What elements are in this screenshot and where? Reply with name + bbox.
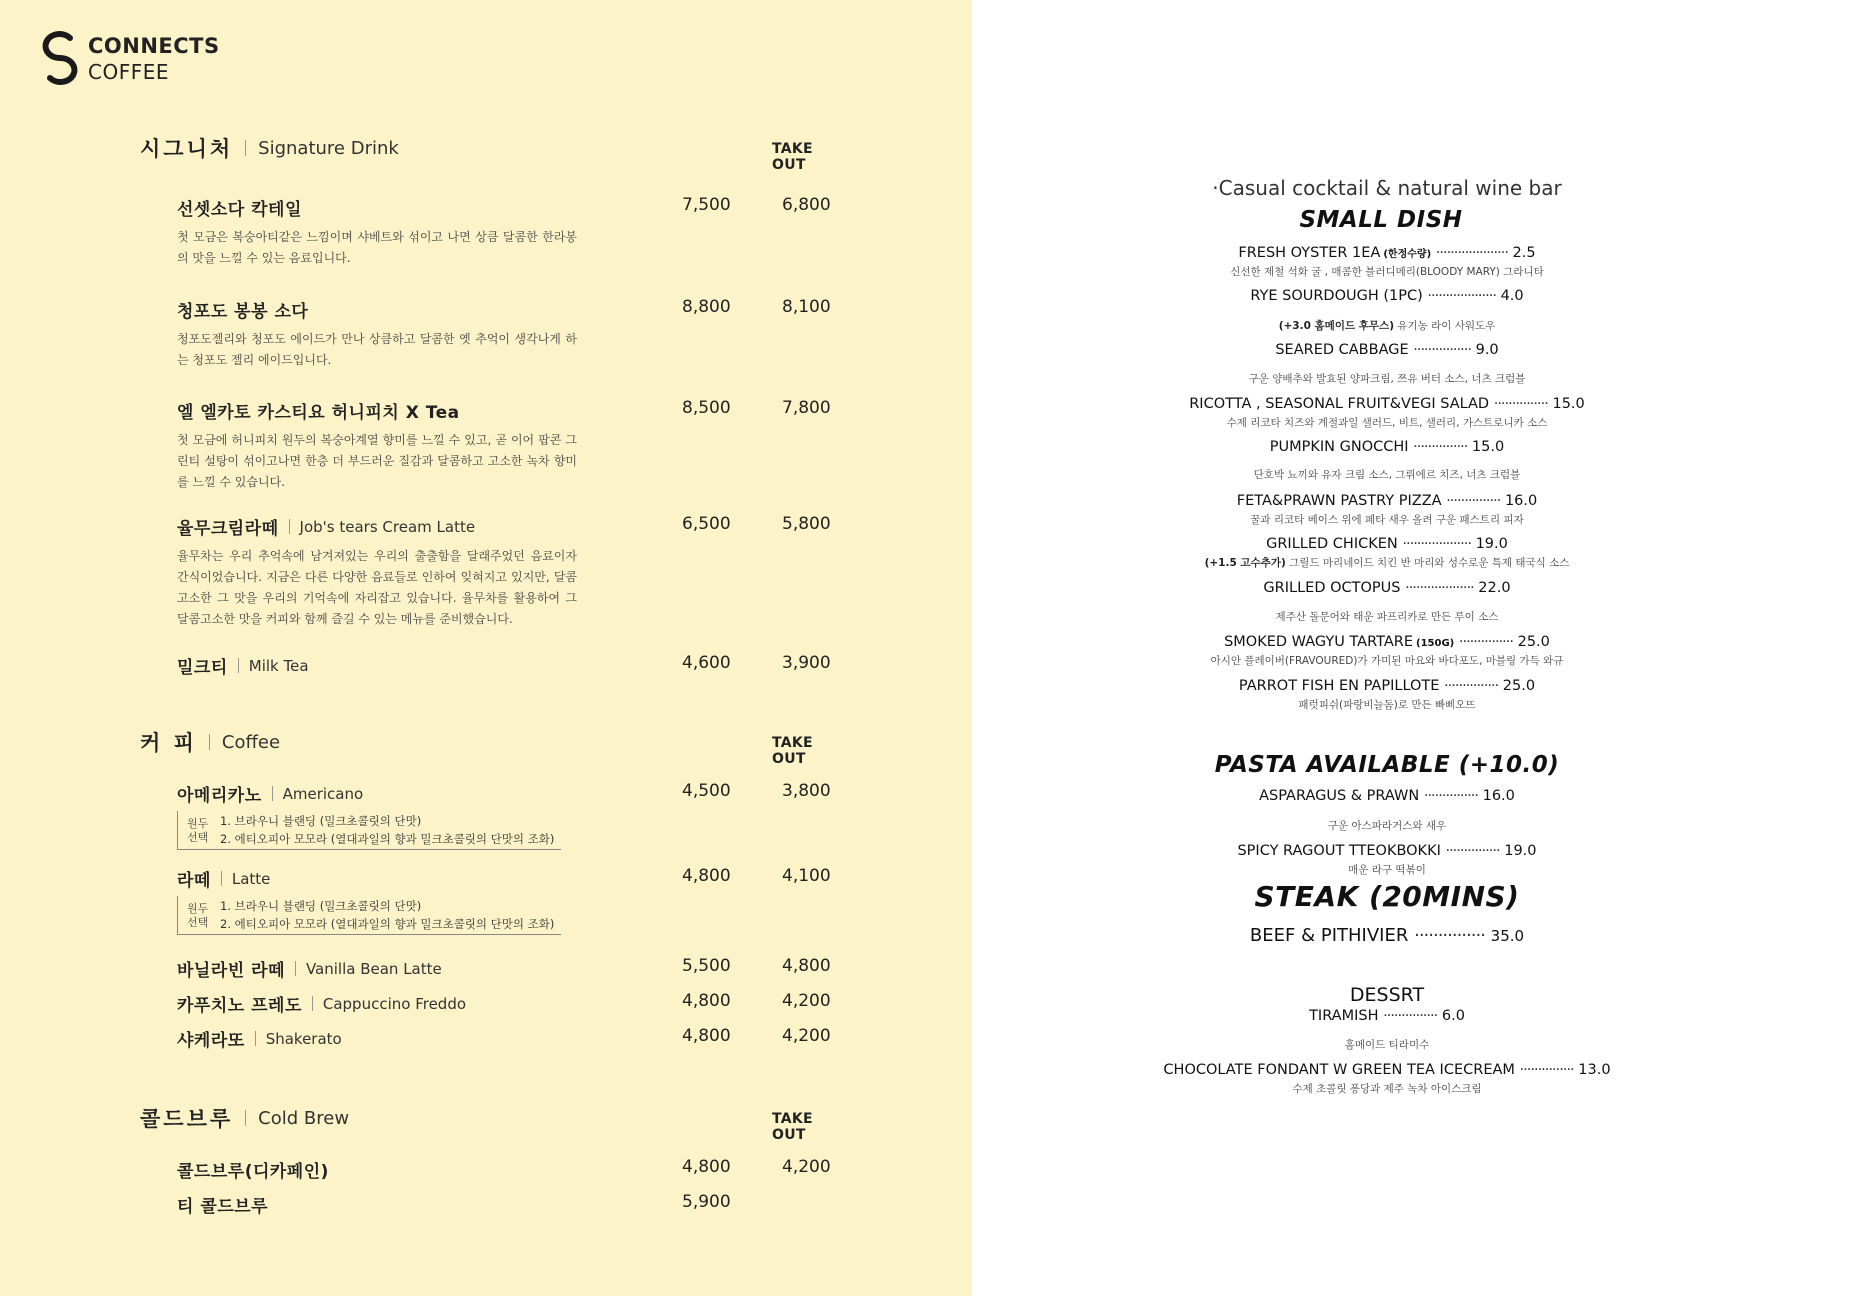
item-name: FETA&PRAWN PASTRY PIZZA — [1236, 493, 1442, 509]
item-name — [177, 1026, 342, 1051]
item-name-ko: 바닐라빈 라떼 — [177, 961, 285, 981]
dot-leader: ··············· — [1383, 1008, 1438, 1024]
bean-options — [220, 897, 554, 933]
item-name-ko: 라떼 — [177, 871, 211, 891]
bar-menu-item — [944, 536, 1830, 552]
bar-item-description — [944, 555, 1830, 570]
item-name: SEARED CABBAGE — [1275, 342, 1409, 358]
item-price: 25.0 — [1517, 634, 1550, 650]
bar-menu-item — [944, 493, 1830, 509]
bar-item-description — [944, 512, 1830, 527]
item-name: 티 콜드브루 — [177, 1197, 269, 1217]
item-sub: 수제 초콜릿 퐁당과 제주 녹차 아이스크림 — [1292, 1083, 1482, 1095]
item-price: 4,800 — [682, 866, 731, 886]
bar-item-description — [944, 1037, 1830, 1052]
item-name: FRESH OYSTER 1EA — [1238, 245, 1381, 261]
item-name: CHOCOLATE FONDANT W GREEN TEA ICECREAM — [1163, 1062, 1515, 1078]
item-takeout-price: 4,200 — [782, 1157, 831, 1177]
item-price: 4,800 — [682, 1157, 731, 1177]
item-takeout-price: 6,800 — [782, 195, 831, 215]
item-price: 8,500 — [682, 398, 731, 418]
item-sub: 신선한 제철 석화 굴 , 매콤한 블러디메리(BLOODY MARY) 그라니타 — [1230, 266, 1544, 278]
dot-leader: ··············· — [1413, 439, 1468, 455]
item-description: 청포도젤리와 청포도 에이드가 만나 상큼하고 달콤한 옛 추억이 생각나게 하는 청포도 젤리 에이드입니다. — [177, 332, 577, 367]
item-price: 4,500 — [682, 781, 731, 801]
item-addon: (+3.0 홈메이드 후무스) — [1278, 320, 1394, 332]
item-name: GRILLED CHICKEN — [1266, 536, 1398, 552]
bar-item-description — [944, 609, 1830, 624]
item-name-ko: 아메리카노 — [177, 786, 262, 806]
bar-menu-item — [944, 342, 1830, 358]
item-sub: 매운 라구 떡볶이 — [1348, 864, 1426, 876]
bar-menu-item — [944, 843, 1830, 859]
bar-item-description — [944, 818, 1830, 833]
item-price: 2.5 — [1512, 245, 1536, 261]
bar-item-description — [944, 371, 1830, 386]
item-name-en: Cappuccino Freddo — [322, 994, 467, 1013]
divider — [295, 961, 296, 976]
item-takeout-price: 4,200 — [782, 991, 831, 1011]
section-title-en: Coffee — [221, 731, 281, 753]
item-price: 4.0 — [1500, 288, 1524, 304]
bar-menu-item — [944, 245, 1830, 261]
dot-leader: ··················· — [1427, 288, 1496, 304]
divider — [209, 734, 210, 750]
small-dish-title: SMALL DISH — [1299, 207, 1463, 233]
dot-leader: ··············· — [1519, 1062, 1574, 1078]
item-price: 22.0 — [1478, 580, 1511, 596]
item-price: 25.0 — [1502, 678, 1536, 694]
item-price: 5,900 — [682, 1192, 731, 1212]
item-name — [177, 781, 363, 806]
bar-item-description — [944, 697, 1830, 712]
item-name: SMOKED WAGYU TARTARE — [1224, 634, 1414, 650]
item-sub: 단호박 뇨끼와 유자 크림 소스, 그뤼에르 치즈, 너츠 크럼블 — [1253, 469, 1521, 481]
bar-item-description — [944, 264, 1830, 279]
item-name: RYE SOURDOUGH (1PC) — [1250, 288, 1423, 304]
item-name — [177, 991, 466, 1016]
item-name: 선셋소다 칵테일 — [177, 200, 302, 220]
item-name: RICOTTA , SEASONAL FRUIT&VEGI SALAD — [1189, 396, 1490, 412]
connects-logo-icon — [40, 30, 80, 86]
bean-label: 원두 선택 — [187, 817, 209, 844]
takeout-header: TAKE OUT — [772, 141, 813, 173]
item-name-en: Latte — [231, 869, 271, 888]
item-price: 6,500 — [682, 514, 731, 534]
item-takeout-price: 3,800 — [782, 781, 831, 801]
item-price: 15.0 — [1471, 439, 1505, 455]
bar-menu-item — [944, 634, 1830, 650]
item-takeout-price: 4,200 — [782, 1026, 831, 1046]
item-name — [177, 866, 270, 891]
item-sub: 패럿피쉬(파랑비늘돔)로 만든 빠삐오뜨 — [1298, 699, 1476, 711]
item-takeout-price: 8,100 — [782, 297, 831, 317]
item-takeout-price: 4,100 — [782, 866, 831, 886]
divider — [289, 519, 290, 534]
item-sub: 구운 양배추와 발효된 양파크림, 쯔유 버터 소스, 너츠 크럼블 — [1248, 373, 1526, 385]
bar-menu-item — [944, 1062, 1830, 1078]
section-signature — [140, 133, 840, 173]
item-name-en: Vanilla Bean Latte — [305, 959, 442, 978]
divider — [272, 786, 273, 801]
item-name-ko: 율무크림라떼 — [177, 519, 279, 539]
item-name: TIRAMISH — [1309, 1008, 1379, 1024]
item-description: 첫 모금에 허니피치 원두의 복숭아계열 향미를 느낄 수 있고, 곧 이어 팝콘 그린티 설탕이 섞이고나면 한층 더 부드러운 질감과 달콤하고 고소한 녹차 향미를 느낄 수 있습니다. — [177, 433, 577, 489]
item-name: PUMPKIN GNOCCHI — [1269, 439, 1409, 455]
divider — [255, 1031, 256, 1046]
item-note: (150G) — [1416, 638, 1455, 649]
bar-menu-item — [944, 580, 1830, 596]
item-name-en: Shakerato — [265, 1029, 342, 1048]
item-takeout-price: 4,800 — [782, 956, 831, 976]
item-name: BEEF & PITHIVIER — [1249, 925, 1409, 946]
bar-item-description — [944, 653, 1830, 668]
item-sub: 유기농 라이 사워도우 — [1397, 320, 1496, 332]
item-price: 4,800 — [682, 1026, 731, 1046]
dot-leader: ···················· — [1435, 245, 1508, 261]
item-price: 7,500 — [682, 195, 731, 215]
bar-item-description — [944, 467, 1830, 482]
item-price: 16.0 — [1504, 493, 1538, 509]
bar-menu-panel — [972, 0, 1858, 1296]
takeout-header: TAKE OUT — [772, 735, 813, 767]
item-price: 19.0 — [1504, 843, 1537, 859]
section-title-en: Signature Drink — [258, 137, 399, 159]
item-sub: 수제 리코타 치즈와 계절과일 샐러드, 비트, 샐러리, 가스트로니카 소스 — [1226, 417, 1548, 429]
item-name — [177, 653, 309, 678]
bar-menu-item — [944, 396, 1830, 412]
bar-tagline: ·Casual cocktail & natural wine bar — [1212, 176, 1562, 200]
item-sub: 아시안 플레이버(FRAVOURED)가 가미된 마요와 바다포도, 마블링 가득 와규 — [1210, 655, 1564, 667]
item-sub: 홈메이드 티라미수 — [1344, 1039, 1430, 1051]
item-name: 콜드브루(디카페인) — [177, 1162, 329, 1182]
item-price: 4,800 — [682, 991, 731, 1011]
item-description: 첫 모금은 복숭아티같은 느낌이며 샤베트와 섞이고 나면 상큼 달콤한 한라봉의 맛을 느낄 수 있는 음료입니다. — [177, 230, 577, 265]
item-price: 9.0 — [1475, 342, 1499, 358]
dot-leader: ··············· — [1493, 396, 1548, 412]
item-name: 청포도 봉봉 소다 — [177, 302, 309, 322]
divider — [312, 996, 313, 1011]
bean-option: 2. 에티오피아 모모라 (열대과일의 향과 밀크초콜릿의 단맛의 조화) — [220, 832, 555, 846]
item-sub: 꿀과 리코타 베이스 위에 페타 새우 올려 구운 패스트리 피자 — [1250, 514, 1524, 526]
bar-item-description — [944, 1081, 1830, 1096]
section-title-ko: 커 피 — [140, 731, 197, 755]
item-name — [177, 514, 475, 539]
bar-menu-item — [944, 439, 1830, 455]
item-note: (한정수량) — [1383, 249, 1432, 260]
item-price: 19.0 — [1475, 536, 1508, 552]
dessert-title: DESSRT — [1349, 984, 1425, 1006]
item-name-en: Job's tears Cream Latte — [299, 517, 476, 536]
item-name: GRILLED OCTOPUS — [1263, 580, 1401, 596]
item-takeout-price: 5,800 — [782, 514, 831, 534]
bar-item-description — [944, 415, 1830, 430]
section-coldbrew — [140, 1103, 840, 1143]
item-price: 5,500 — [682, 956, 731, 976]
steak-item — [944, 925, 1830, 946]
bean-option: 1. 브라우니 블랜딩 (밀크초콜릿의 단맛) — [220, 814, 422, 828]
dot-leader: ··············· — [1458, 634, 1513, 650]
item-price: 15.0 — [1552, 396, 1585, 412]
item-sub: 그릴드 마리네이드 치킨 반 마리와 성수로운 특제 태국식 소스 — [1289, 557, 1570, 569]
item-name-ko: 샤케라또 — [177, 1031, 245, 1051]
dot-leader: ··············· — [1446, 493, 1501, 509]
item-description: 율무차는 우리 추억속에 남겨져있는 우리의 출출함을 달래주었던 음료이자 간식이었습니다. 지금은 다른 다양한 음료들로 인하여 잊혀지고 있지만, 달콤 고소한 그 맛을 우리의 기억속에 자리잡고 있습니다. 율무차를 활용하여 그 달콤고소한 맛을 커피와 함께 즐길 수 있는 메뉴를 준비했습니다. — [177, 549, 577, 626]
brand-line2: COFFEE — [88, 60, 169, 84]
bar-menu-item — [944, 288, 1830, 304]
dot-leader: ··············· — [1423, 788, 1478, 804]
divider — [245, 140, 246, 156]
dot-leader: ··············· — [1445, 843, 1500, 859]
dot-leader: ··············· — [1414, 925, 1485, 946]
item-name-en: Milk Tea — [248, 656, 309, 675]
divider — [221, 871, 222, 886]
dot-leader: ··················· — [1405, 580, 1474, 596]
dot-leader: ··················· — [1402, 536, 1471, 552]
bean-label: 원두 선택 — [187, 902, 209, 929]
section-title-en: Cold Brew — [258, 1107, 350, 1129]
bean-option: 2. 에티오피아 모모라 (열대과일의 향과 밀크초콜릿의 단맛의 조화) — [220, 917, 555, 931]
dot-leader: ··············· — [1444, 678, 1499, 694]
item-name: ASPARAGUS & PRAWN — [1259, 788, 1420, 804]
item-sub: 제주산 돌문어와 태운 파프리카로 만든 루이 소스 — [1275, 611, 1499, 623]
item-name — [177, 956, 442, 981]
item-price: 16.0 — [1482, 788, 1515, 804]
section-title-ko: 콜드브루 — [140, 1107, 234, 1131]
item-name-en: Americano — [282, 784, 364, 803]
bean-options — [220, 812, 554, 848]
bean-selection — [177, 896, 561, 935]
item-name: 엘 엘카토 카스티요 허니피치 X Tea — [177, 403, 460, 423]
item-takeout-price: 7,800 — [782, 398, 831, 418]
bar-item-description — [944, 862, 1830, 877]
dot-leader: ················ — [1413, 342, 1471, 358]
bar-menu-item — [944, 678, 1830, 694]
section-title-ko: 시그니처 — [140, 137, 234, 161]
divider — [245, 1110, 246, 1126]
item-takeout-price: 3,900 — [782, 653, 831, 673]
takeout-header: TAKE OUT — [772, 1111, 813, 1143]
bar-menu-item — [944, 1008, 1830, 1024]
item-name-ko: 밀크티 — [177, 658, 228, 678]
divider — [238, 658, 239, 673]
pasta-title: PASTA AVAILABLE (+10.0) — [1214, 752, 1560, 778]
item-sub: 구운 아스파라거스와 새우 — [1327, 820, 1447, 832]
section-coffee — [140, 727, 840, 767]
brand-line1: CONNECTS — [88, 34, 220, 58]
bar-item-description — [944, 318, 1830, 333]
bean-option: 1. 브라우니 블랜딩 (밀크초콜릿의 단맛) — [220, 899, 422, 913]
item-name: SPICY RAGOUT TTEOKBOKKI — [1237, 843, 1441, 859]
bean-selection — [177, 811, 561, 850]
item-price: 35.0 — [1490, 927, 1525, 945]
item-price: 13.0 — [1578, 1062, 1611, 1078]
item-price: 8,800 — [682, 297, 731, 317]
item-name: PARROT FISH EN PAPILLOTE — [1238, 678, 1440, 694]
bar-menu-item — [944, 788, 1830, 804]
item-name-ko: 카푸치노 프레도 — [177, 996, 302, 1016]
steak-title: STEAK (20MINS) — [1254, 880, 1520, 913]
item-price: 4,600 — [682, 653, 731, 673]
item-price: 6.0 — [1441, 1008, 1465, 1024]
item-addon: (+1.5 고수추가) — [1204, 557, 1286, 569]
